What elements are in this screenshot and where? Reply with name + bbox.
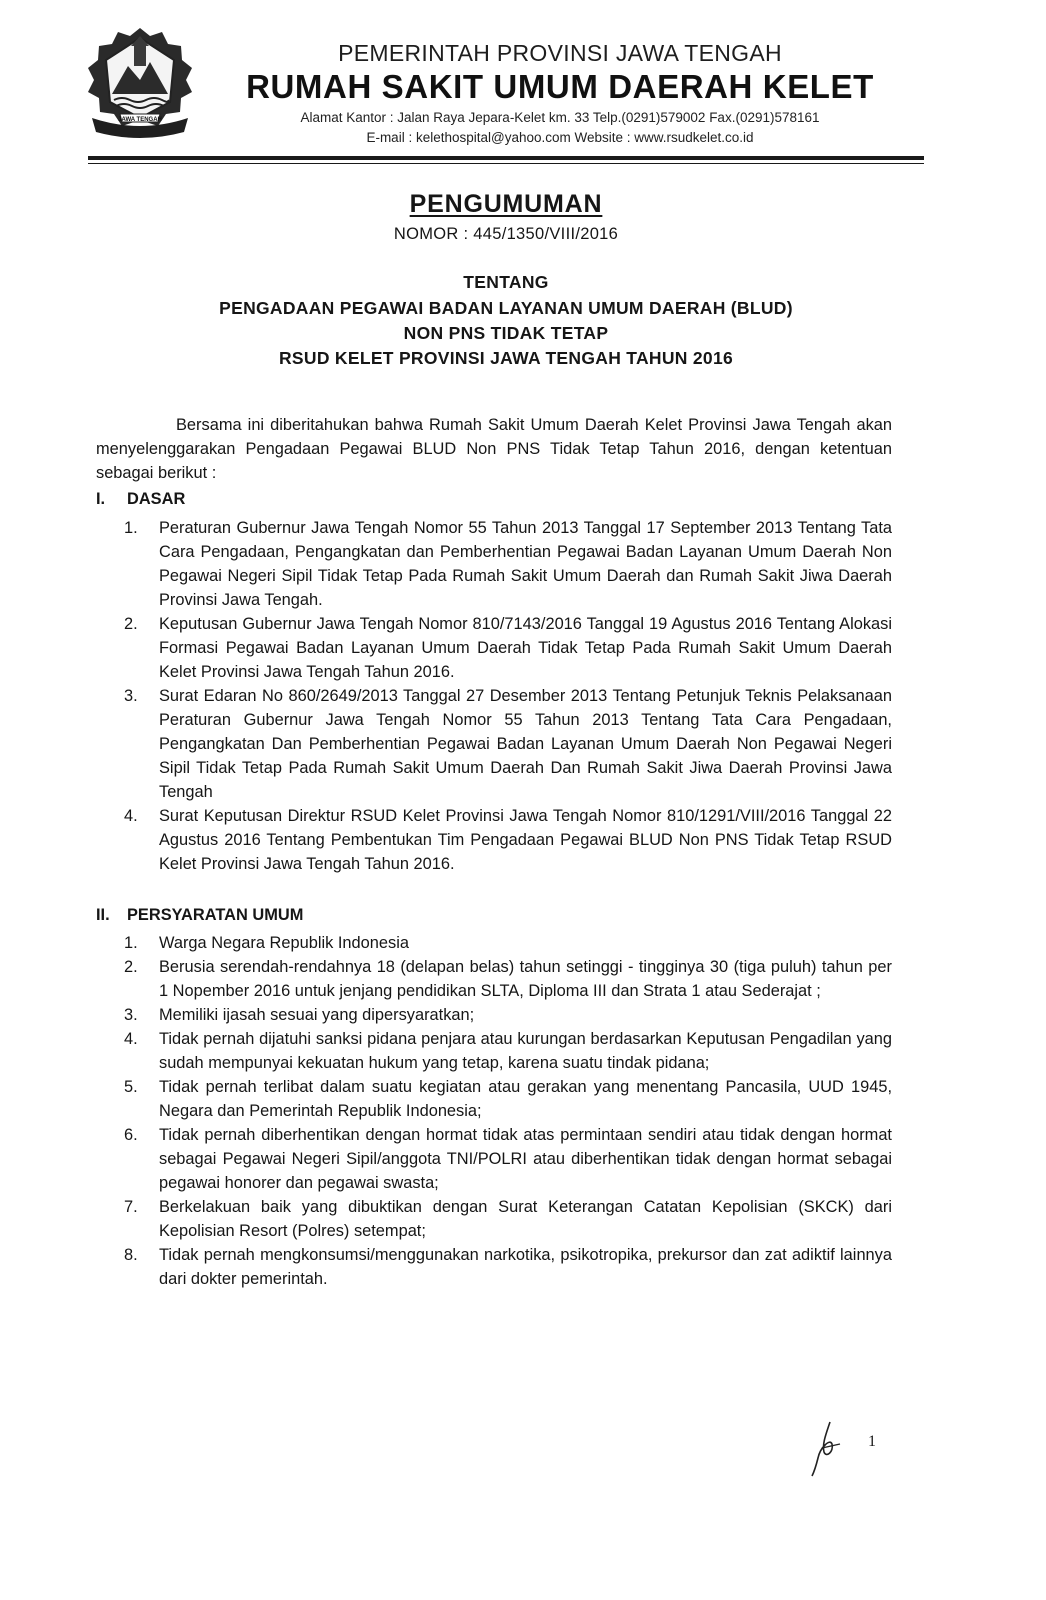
list-item [96, 1243, 892, 1291]
letterhead-divider-thin [88, 163, 924, 164]
list-item [96, 931, 892, 955]
intro-paragraph: Bersama ini diberitahukan bahwa Rumah Sakit Umum Daerah Kelet Provinsi Jawa Tengah akan menyelenggarakan Pengadaan Pegawai BLUD Non PNS Tidak Tetap Tahun 2016, dengan ketentuan sebagai berikut : [96, 416, 892, 482]
announcement-title: PENGUMUMAN [409, 190, 603, 218]
section-number: I. [96, 490, 106, 508]
section-heading-persyaratan-umum [96, 906, 303, 925]
letterhead-hospital-name: RUMAH SAKIT UMUM DAERAH KELET [246, 68, 874, 105]
section-title: DASAR [127, 490, 186, 508]
item-text: Berusia serendah-rendahnya 18 (delapan belas) tahun setinggi - tingginya 30 (tiga puluh) tahun per 1 Nopember 2016 untuk jenjang pendidikan SLTA, Diploma III dan Strata 1 atau Sederajat ; [159, 958, 892, 1000]
item-text: Tidak pernah mengkonsumsi/menggunakan narkotika, psikotropika, prekursor dan zat adiktif lainnya dari dokter pemerintah. [159, 1246, 892, 1288]
provincial-emblem-icon [84, 22, 196, 140]
subject-line-1: TENTANG [463, 272, 549, 292]
list-item [96, 1003, 892, 1027]
item-text: Berkelakuan baik yang dibuktikan dengan Surat Keterangan Catatan Kepolisian (SKCK) dari Kepolisian Resort (Polres) setempat; [159, 1198, 892, 1240]
item-number: 8. [124, 1246, 138, 1264]
item-text: Tidak pernah terlibat dalam suatu kegiatan atau gerakan yang menentang Pancasila, UUD 1945, Negara dan Pemerintah Republik Indonesia; [159, 1078, 892, 1120]
item-number: 1. [124, 934, 138, 952]
item-number: 7. [124, 1198, 138, 1216]
subject-line-2: PENGADAAN PEGAWAI BADAN LAYANAN UMUM DAERAH (BLUD) [219, 298, 793, 318]
item-number: 4. [124, 807, 138, 825]
item-number: 6. [124, 1126, 138, 1144]
list-item [96, 1123, 892, 1195]
item-number: 3. [124, 687, 138, 705]
item-text: Tidak pernah diberhentikan dengan hormat tidak atas permintaan sendiri atau tidak dengan hormat sebagai Pegawai Negeri Sipil/anggota TNI/POLRI atau diberhentikan tidak dengan hormat sebagai pegawai honorer dan pegawai swasta; [159, 1126, 892, 1192]
persyaratan-list [96, 931, 892, 1291]
item-text: Peraturan Gubernur Jawa Tengah Nomor 55 Tahun 2013 Tanggal 17 September 2013 Tentang Tata Cara Pengadaan, Pengangkatan dan Pemberhentian Pegawai Badan Layanan Umum Daerah Non Pegawai Negeri Sipil Tidak Tetap Pada Rumah Sakit Umum Daerah dan Rumah Sakit Jiwa Daerah Provinsi Jawa Tengah. [159, 519, 892, 609]
page-number: 1 [868, 1433, 876, 1450]
list-item [96, 955, 892, 1003]
letterhead-divider-thick [88, 156, 924, 160]
item-number: 5. [124, 1078, 138, 1096]
item-number: 4. [124, 1030, 138, 1048]
subject-line-4: RSUD KELET PROVINSI JAWA TENGAH TAHUN 2016 [278, 348, 734, 368]
list-item [96, 1195, 892, 1243]
svg-text:JAWA TENGAH: JAWA TENGAH [118, 117, 162, 123]
item-number: 2. [124, 958, 138, 976]
announcement-number: NOMOR : 445/1350/VIII/2016 [393, 225, 619, 243]
section-number: II. [96, 906, 110, 924]
item-number: 3. [124, 1006, 138, 1024]
list-item [96, 1075, 892, 1123]
item-text: Keputusan Gubernur Jawa Tengah Nomor 810/7143/2016 Tanggal 19 Agustus 2016 Tentang Alokasi Formasi Pegawai Badan Layanan Umum Daerah Tidak Tetap Pada Rumah Sakit Umum Daerah Kelet Provinsi Jawa Tengah Tahun 2016. [159, 615, 892, 681]
item-text: Surat Keputusan Direktur RSUD Kelet Provinsi Jawa Tengah Nomor 810/1291/VIII/2016 Tanggal 22 Agustus 2016 Tentang Pembentukan Tim Pengadaan Pegawai BLUD Non PNS Tidak Tetap RSUD Kelet Provinsi Jawa Tengah Tahun 2016. [159, 807, 892, 873]
list-item [96, 1027, 892, 1075]
letterhead-address: Alamat Kantor : Jalan Raya Jepara-Kelet km. 33 Telp.(0291)579002 Fax.(0291)578161 [300, 110, 820, 125]
initial-signature-icon [808, 1418, 848, 1478]
letterhead-contact: E-mail : kelethospital@yahoo.com Website : www.rsudkelet.co.id [366, 130, 754, 145]
dasar-list [96, 516, 892, 876]
section-title: PERSYARATAN UMUM [127, 906, 304, 924]
item-text: Tidak pernah dijatuhi sanksi pidana penjara atau kurungan berdasarkan Keputusan Pengadilan yang sudah mempunyai kekuatan hukum yang tetap, karena suatu tindak pidana; [159, 1030, 892, 1072]
item-text: Warga Negara Republik Indonesia [159, 934, 409, 952]
item-number: 1. [124, 519, 138, 537]
item-text: Surat Edaran No 860/2649/2013 Tanggal 27 Desember 2013 Tentang Petunjuk Teknis Pelaksanaan Peraturan Gubernur Jawa Tengah Nomor 55 Tahun 2013 Tentang Tata Cara Pengadaan, Pengangkatan Dan Pemberhentian Pegawai Badan Layanan Umum Daerah Non Pegawai Negeri Sipil Tidak Tetap Pada Rumah Sakit Umum Daerah Dan Rumah Sakit Jiwa Daerah Provinsi Jawa Tengah [159, 687, 892, 801]
list-item [96, 684, 892, 804]
item-text: Memiliki ijasah sesuai yang dipersyaratkan; [159, 1006, 475, 1024]
item-number: 2. [124, 615, 138, 633]
list-item [96, 516, 892, 612]
list-item [96, 804, 892, 876]
section-heading-dasar [96, 490, 185, 509]
list-item [96, 612, 892, 684]
letterhead-government: PEMERINTAH PROVINSI JAWA TENGAH [338, 40, 782, 66]
subject-line-3: NON PNS TIDAK TETAP [403, 323, 609, 343]
